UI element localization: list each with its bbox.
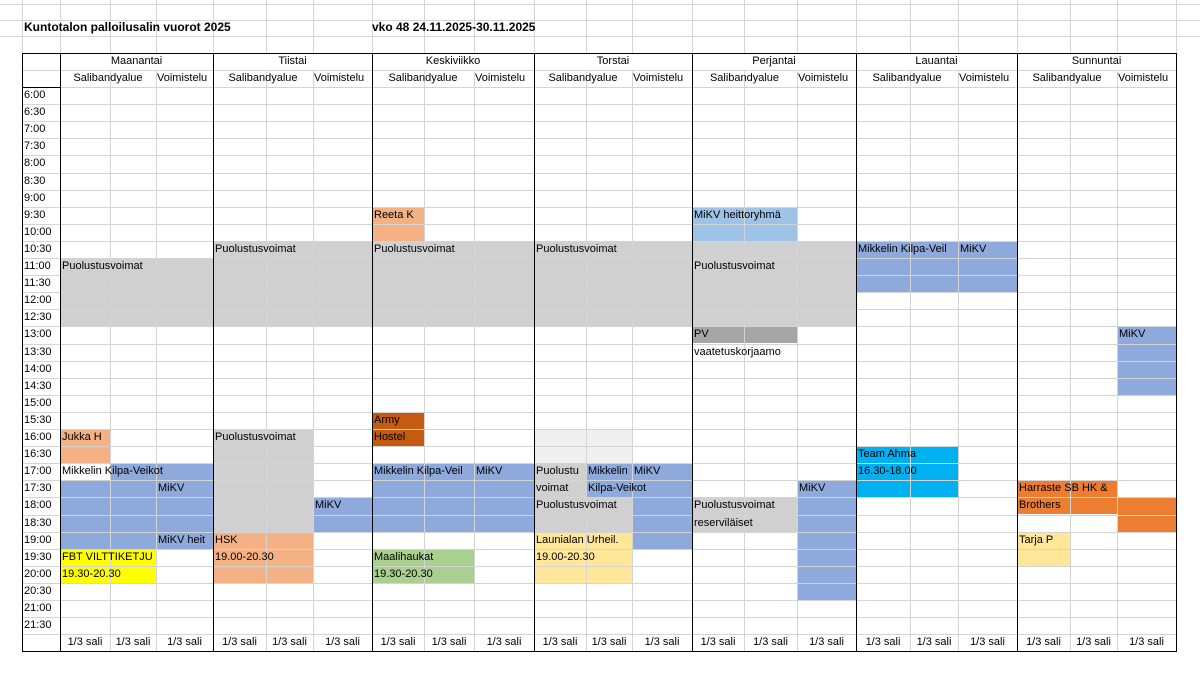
gridline xyxy=(474,70,475,651)
booking-label: Hostel xyxy=(374,431,406,443)
gridline xyxy=(1176,0,1177,53)
time-label: 7:30 xyxy=(24,140,46,153)
time-label: 13:00 xyxy=(24,328,52,341)
gridline xyxy=(22,446,1176,447)
booking-label: MiKV xyxy=(158,482,185,495)
booking-label: Tarja P xyxy=(1019,533,1054,546)
time-label: 15:00 xyxy=(24,396,52,409)
booking-label: 19.30-20.30 xyxy=(374,567,433,580)
gridline xyxy=(22,617,1176,618)
time-label: 6:30 xyxy=(24,106,46,119)
booking-label: Army xyxy=(374,413,400,426)
time-label: 9:30 xyxy=(24,208,46,221)
gridline xyxy=(22,87,1176,88)
time-label: 19:30 xyxy=(24,550,52,563)
booking-label: Maalihaukat xyxy=(374,550,434,563)
time-label: 16:00 xyxy=(24,431,52,443)
time-label: 10:00 xyxy=(24,225,52,238)
border-line xyxy=(692,53,693,652)
gridline xyxy=(632,70,633,651)
gridline xyxy=(22,412,1176,413)
area-header: Voimistelu xyxy=(314,72,365,84)
booking-label: Puolustusvoimat xyxy=(215,242,296,255)
booking-label: Team Ahma xyxy=(858,448,917,461)
booking-label: Puolustusvoimat xyxy=(62,260,143,272)
gridline xyxy=(744,70,745,651)
gridline xyxy=(313,0,314,53)
area-header: Salibandyalue xyxy=(872,72,942,84)
time-label: 6:00 xyxy=(24,89,46,101)
gridline xyxy=(22,173,1176,174)
time-label: 21:00 xyxy=(24,602,52,614)
gridline xyxy=(22,190,1176,191)
booking-label: Puolustusvoimat xyxy=(374,242,455,255)
gridline xyxy=(313,70,314,651)
time-label: 11:00 xyxy=(24,260,51,272)
time-label: 20:30 xyxy=(24,584,52,597)
time-label: 14:00 xyxy=(24,362,52,375)
booking-label: Kilpa-Veikot xyxy=(588,482,647,495)
gridline xyxy=(22,258,1176,259)
footer-label: 1/3 sali xyxy=(1129,636,1164,649)
gridline xyxy=(1017,0,1018,53)
gridline xyxy=(1117,70,1118,651)
footer-label: 1/3 sali xyxy=(970,636,1005,649)
footer-label: 1/3 sali xyxy=(865,636,901,649)
booking-label: voimat xyxy=(536,482,569,495)
border-line xyxy=(22,651,1177,652)
time-label: 10:30 xyxy=(24,242,52,255)
gridline xyxy=(856,0,857,53)
booking-label: Harraste SB HK & xyxy=(1019,482,1108,495)
gridline xyxy=(22,326,1176,327)
week-label: vko 48 24.11.2025-30.11.2025 xyxy=(372,20,536,34)
area-header: Voimistelu xyxy=(959,72,1010,84)
booking-label: PV xyxy=(694,328,709,341)
footer-label: 1/3 sali xyxy=(1076,636,1111,649)
time-label: 13:30 xyxy=(24,345,52,358)
area-header: Salibandyalue xyxy=(1032,72,1102,84)
time-label: 18:30 xyxy=(24,516,52,529)
border-line xyxy=(372,53,373,652)
area-header: Salibandyalue xyxy=(548,72,618,84)
booking-label: MiKV heit xyxy=(158,533,206,546)
booking-label: FBT VILTTIKETJU xyxy=(62,550,153,563)
footer-label: 1/3 sali xyxy=(167,636,202,649)
booking-label: MiKV heittoryhmä xyxy=(694,208,781,221)
booking-label: Mikkelin xyxy=(588,465,628,478)
footer-label: 1/3 sali xyxy=(67,636,103,649)
gridline xyxy=(22,0,23,53)
booking-label: HSK xyxy=(215,533,238,546)
area-header: Voimistelu xyxy=(157,72,208,84)
booking-label: MiKV xyxy=(960,242,987,255)
booking-label: Mikkelin Kilpa-Veil xyxy=(858,242,947,255)
booking-label: Jukka H xyxy=(62,431,102,443)
gridline xyxy=(586,0,587,53)
booking-label: Brothers xyxy=(1019,499,1061,512)
booking-label: 19.00-20.30 xyxy=(536,550,595,563)
gridline xyxy=(22,600,1176,601)
gridline xyxy=(22,583,1176,584)
footer-label: 1/3 sali xyxy=(809,636,844,649)
time-label: 17:30 xyxy=(24,482,52,495)
time-label: 16:30 xyxy=(24,448,52,461)
footer-label: 1/3 sali xyxy=(380,636,416,649)
gridline xyxy=(22,138,1176,139)
gridline xyxy=(1070,70,1071,651)
day-header: Lauantai xyxy=(915,55,958,67)
gridline xyxy=(958,70,959,651)
gridline xyxy=(958,0,959,53)
day-header: Maanantai xyxy=(110,55,163,67)
gridline xyxy=(1117,0,1118,53)
gridline xyxy=(910,0,911,53)
booking-label: 19.00-20.30 xyxy=(215,550,274,563)
day-header: Tiistai xyxy=(278,55,307,67)
booking-label: MiKV xyxy=(1119,328,1146,341)
time-label: 21:30 xyxy=(24,619,52,632)
time-label: 17:00 xyxy=(24,465,52,478)
time-label: 11:30 xyxy=(24,277,51,290)
time-label: 8:30 xyxy=(24,174,46,187)
border-line xyxy=(213,53,214,652)
footer-label: 1/3 sali xyxy=(591,636,627,649)
booking-label: Puolustu xyxy=(536,465,579,478)
booking-label: reserviläiset xyxy=(694,516,753,529)
booking-fill xyxy=(692,241,856,258)
footer-label: 1/3 sali xyxy=(431,636,467,649)
gridline xyxy=(0,4,1200,5)
booking-label: 16.30-18.00 xyxy=(858,465,917,478)
footer-label: 1/3 sali xyxy=(644,636,680,649)
gridline xyxy=(22,395,1176,396)
footer-label: 1/3 sali xyxy=(115,636,151,649)
gridline xyxy=(22,378,1176,379)
booking-label: 19.30-20.30 xyxy=(62,567,121,580)
gridline xyxy=(744,0,745,53)
booking-label: Launialan Urheil. xyxy=(536,533,619,546)
gridline xyxy=(22,155,1176,156)
gridline xyxy=(692,0,693,53)
gridline xyxy=(22,275,1176,276)
time-label: 7:00 xyxy=(24,123,46,136)
gridline xyxy=(22,309,1176,310)
footer-label: 1/3 sali xyxy=(272,636,307,649)
gridline xyxy=(22,361,1176,362)
footer-label: 1/3 sali xyxy=(222,636,257,649)
gridline xyxy=(22,104,1176,105)
border-line xyxy=(1017,53,1018,652)
time-label: 14:30 xyxy=(24,379,52,392)
booking-label: MiKV xyxy=(476,465,503,478)
gridline xyxy=(1070,0,1071,53)
time-label: 15:30 xyxy=(24,413,52,426)
booking-label: vaatetuskorjaamo xyxy=(694,345,781,358)
border-line xyxy=(534,53,535,652)
booking-label: Puolustusvoimat xyxy=(536,499,617,512)
area-header: Voimistelu xyxy=(798,72,849,84)
gridline xyxy=(22,224,1176,225)
booking-label: MiKV xyxy=(634,465,661,478)
booking-label: Puolustusvoimat xyxy=(536,242,617,255)
footer-label: 1/3 sali xyxy=(542,636,578,649)
area-header: Salibandyalue xyxy=(388,72,458,84)
gridline xyxy=(22,429,1176,430)
area-header: Salibandyalue xyxy=(709,72,780,84)
footer-label: 1/3 sali xyxy=(916,636,952,649)
time-label: 9:00 xyxy=(24,191,46,204)
day-header: Perjantai xyxy=(752,55,796,67)
time-label: 19:00 xyxy=(24,533,52,546)
day-header: Sunnuntai xyxy=(1071,55,1122,67)
time-label: 12:30 xyxy=(24,311,52,324)
gridline xyxy=(22,207,1176,208)
footer-label: 1/3 sali xyxy=(486,636,522,649)
day-header: Keskiviikko xyxy=(425,55,481,67)
time-label: 8:00 xyxy=(24,157,46,170)
footer-label: 1/3 sali xyxy=(325,636,360,649)
booking-label: Puolustusvoimat xyxy=(694,499,775,512)
area-header: Salibandyalue xyxy=(228,72,298,84)
area-header: Voimistelu xyxy=(475,72,526,84)
booking-label: MiKV xyxy=(799,482,826,495)
time-label: 20:00 xyxy=(24,567,52,580)
gridline xyxy=(910,70,911,651)
gridline xyxy=(266,0,267,53)
booking-label: Puolustusvoimat xyxy=(694,260,775,272)
booking-label: Mikkelin Kilpa-Veikot xyxy=(62,465,163,478)
gridline xyxy=(0,36,1200,37)
area-header: Voimistelu xyxy=(1118,72,1169,84)
border-line xyxy=(60,53,61,652)
footer-label: 1/3 sali xyxy=(700,636,736,649)
gridline xyxy=(22,515,1176,516)
gridline xyxy=(22,566,1176,567)
footer-label: 1/3 sali xyxy=(1026,636,1061,649)
gridline xyxy=(632,0,633,53)
border-line xyxy=(1176,53,1177,652)
booking-label: MiKV xyxy=(315,499,342,512)
border-line xyxy=(856,53,857,652)
gridline xyxy=(797,70,798,651)
booking-label: Puolustusvoimat xyxy=(215,431,296,443)
gridline xyxy=(22,549,1176,550)
gridline xyxy=(22,121,1176,122)
time-label: 12:00 xyxy=(24,294,52,307)
time-label: 18:00 xyxy=(24,499,52,512)
gridline xyxy=(22,344,1176,345)
border-line xyxy=(22,53,23,652)
footer-label: 1/3 sali xyxy=(753,636,788,649)
booking-label: Reeta K xyxy=(374,208,414,221)
area-header: Salibandyalue xyxy=(73,72,143,84)
sheet-title: Kuntotalon palloilusalin vuorot 2025 xyxy=(24,20,231,34)
gridline xyxy=(156,70,157,651)
day-header: Torstai xyxy=(596,55,630,67)
area-header: Voimistelu xyxy=(633,72,684,84)
gridline xyxy=(22,292,1176,293)
booking-label: Mikkelin Kilpa-Veil xyxy=(374,465,463,478)
gridline xyxy=(797,0,798,53)
